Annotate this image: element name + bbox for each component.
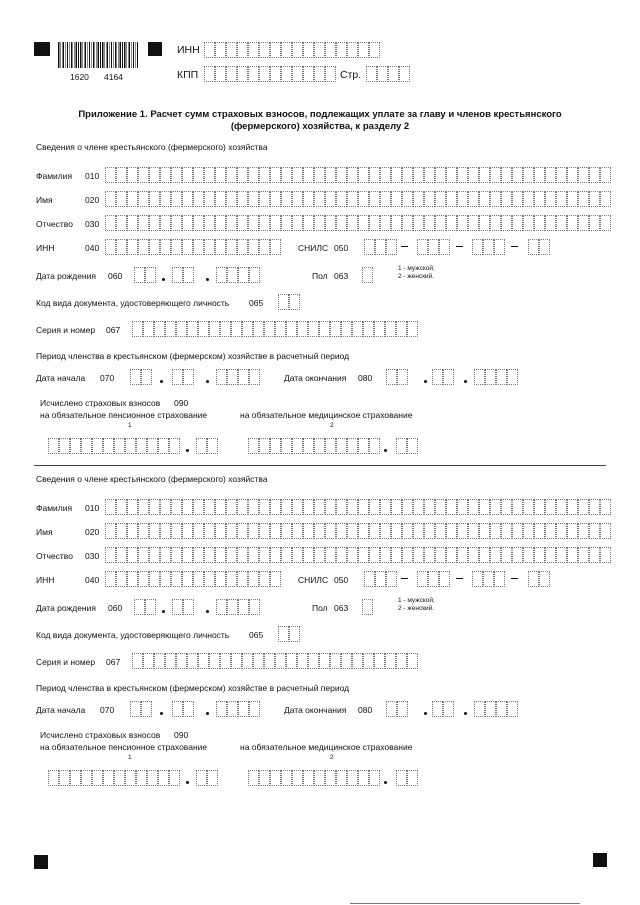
- name-label: Имя: [36, 527, 53, 537]
- pension-label: на обязательное пенсионное страхование: [40, 742, 208, 752]
- header-page-label: Стр.: [340, 69, 362, 81]
- birth-month-cells[interactable]: [172, 267, 194, 283]
- surname-label: Фамилия: [36, 171, 73, 181]
- corner-marker-top-right: [148, 42, 162, 56]
- doc-type-code: 065: [249, 298, 264, 308]
- section-heading: Сведения о члене крестьянского (фермерского) хозяйства: [36, 474, 268, 484]
- patronymic-cells[interactable]: [105, 215, 611, 231]
- snils-part2-cells[interactable]: [417, 239, 450, 255]
- birth-code: 060: [108, 603, 123, 613]
- name-code: 020: [85, 195, 100, 205]
- end-date-code: 080: [358, 705, 373, 715]
- patronymic-cells[interactable]: [105, 547, 611, 563]
- gender-cells[interactable]: [362, 267, 373, 283]
- birth-label: Дата рождения: [36, 271, 96, 281]
- end-month-cells[interactable]: [432, 369, 454, 385]
- gender-label: Пол: [312, 271, 328, 281]
- start-month-cells[interactable]: [172, 701, 194, 717]
- calculated-label: Исчислено страховых взносов: [40, 730, 161, 740]
- doc-type-cells[interactable]: [278, 626, 300, 642]
- pension-kopecks-cells[interactable]: [196, 438, 218, 454]
- gender-cells[interactable]: [362, 599, 373, 615]
- date-separator-dot: [424, 380, 427, 383]
- snils-label: СНИЛС: [298, 243, 329, 253]
- snils-part1-cells[interactable]: [364, 239, 397, 255]
- header-kpp-label: КПП: [177, 69, 199, 81]
- doc-type-code: 065: [249, 630, 264, 640]
- pension-amount-cells[interactable]: [48, 770, 180, 786]
- section-separator: [34, 465, 606, 466]
- gender-code: 063: [334, 271, 349, 281]
- gender-code: 063: [334, 603, 349, 613]
- patronymic-code: 030: [85, 551, 100, 561]
- name-cells[interactable]: [105, 523, 611, 539]
- gender-label: Пол: [312, 603, 328, 613]
- snils-part3-cells[interactable]: [472, 239, 505, 255]
- document-title-line2: (фермерского) хозяйства, к разделу 2: [230, 121, 410, 132]
- medical-amount-cells[interactable]: [248, 770, 380, 786]
- start-date-label: Дата начала: [36, 705, 86, 715]
- snils-part2-cells[interactable]: [417, 571, 450, 587]
- snils-separator-dash: [456, 246, 463, 247]
- medical-label: на обязательное медицинское страхование: [240, 742, 413, 752]
- header-inn-label: ИНН: [177, 44, 200, 56]
- pension-label: на обязательное пенсионное страхование: [40, 410, 208, 420]
- snils-code: 050: [334, 243, 349, 253]
- date-separator-dot: [424, 712, 427, 715]
- date-separator-dot: [464, 712, 467, 715]
- calculated-code: 090: [174, 730, 189, 740]
- member-section-2: [0, 474, 640, 804]
- end-month-cells[interactable]: [432, 701, 454, 717]
- pension-column-number: 1: [128, 754, 132, 761]
- snils-code: 050: [334, 575, 349, 585]
- start-year-cells[interactable]: [216, 701, 260, 717]
- period-heading: Период членства в крестьянском (фермерском) хозяйстве в расчетный период: [36, 351, 350, 361]
- surname-label: Фамилия: [36, 503, 73, 513]
- date-separator-dot: [206, 380, 209, 383]
- end-year-cells[interactable]: [474, 369, 518, 385]
- surname-code: 010: [85, 171, 100, 181]
- end-day-cells[interactable]: [386, 369, 408, 385]
- date-separator-dot: [162, 278, 165, 281]
- start-date-code: 070: [100, 705, 115, 715]
- date-separator-dot: [206, 610, 209, 613]
- start-day-cells[interactable]: [130, 701, 152, 717]
- patronymic-code: 030: [85, 219, 100, 229]
- snils-separator-dash: [401, 578, 408, 579]
- medical-amount-cells[interactable]: [248, 438, 380, 454]
- name-cells[interactable]: [105, 191, 611, 207]
- name-label: Имя: [36, 195, 53, 205]
- date-separator-dot: [162, 610, 165, 613]
- header-inn-cells[interactable]: [204, 42, 380, 58]
- snils-part1-cells[interactable]: [364, 571, 397, 587]
- series-cells[interactable]: [132, 653, 418, 669]
- inn-label: ИНН: [36, 575, 55, 585]
- snils-separator-dash: [401, 246, 408, 247]
- start-date-label: Дата начала: [36, 373, 86, 383]
- start-day-cells[interactable]: [130, 369, 152, 385]
- date-separator-dot: [160, 380, 163, 383]
- gender-option-female: 2 - женский.: [398, 605, 435, 612]
- series-cells[interactable]: [132, 321, 418, 337]
- medical-label: на обязательное медицинское страхование: [240, 410, 413, 420]
- series-code: 067: [106, 657, 121, 667]
- doc-type-label: Код вида документа, удостоверяющего личность: [36, 298, 230, 308]
- end-day-cells[interactable]: [386, 701, 408, 717]
- barcode-number-left: 1620: [70, 72, 89, 82]
- pension-column-number: 1: [128, 422, 132, 429]
- start-month-cells[interactable]: [172, 369, 194, 385]
- surname-cells[interactable]: [105, 167, 611, 183]
- document-title-line1: Приложение 1. Расчет сумм страховых взносов, подлежащих уплате за главу и членов крестьянского: [78, 109, 562, 120]
- corner-marker-top-left: [34, 42, 50, 56]
- date-separator-dot: [206, 278, 209, 281]
- inn-code: 040: [85, 575, 100, 585]
- date-separator-dot: [384, 449, 387, 452]
- snils-part3-cells[interactable]: [472, 571, 505, 587]
- header-page-cells[interactable]: [366, 66, 410, 82]
- start-year-cells[interactable]: [216, 369, 260, 385]
- inn-code: 040: [85, 243, 100, 253]
- birth-year-cells[interactable]: [216, 267, 260, 283]
- medical-kopecks-cells[interactable]: [396, 770, 418, 786]
- birth-label: Дата рождения: [36, 603, 96, 613]
- snils-separator-dash: [456, 578, 463, 579]
- snils-part4-cells[interactable]: [528, 571, 550, 587]
- doc-type-cells[interactable]: [278, 294, 300, 310]
- date-separator-dot: [464, 380, 467, 383]
- series-label: Серия и номер: [36, 325, 96, 335]
- series-label: Серия и номер: [36, 657, 96, 667]
- name-code: 020: [85, 527, 100, 537]
- snils-separator-dash: [511, 578, 518, 579]
- snils-label: СНИЛС: [298, 575, 329, 585]
- surname-code: 010: [85, 503, 100, 513]
- date-separator-dot: [186, 449, 189, 452]
- start-date-code: 070: [100, 373, 115, 383]
- gender-option-male: 1 - мужской;: [398, 265, 435, 272]
- birth-day-cells[interactable]: [134, 267, 156, 283]
- bottom-rule: [350, 903, 580, 904]
- end-date-label: Дата окончания: [284, 373, 347, 383]
- birth-code: 060: [108, 271, 123, 281]
- end-date-code: 080: [358, 373, 373, 383]
- end-date-label: Дата окончания: [284, 705, 347, 715]
- pension-kopecks-cells[interactable]: [196, 770, 218, 786]
- gender-option-female: 2 - женский.: [398, 273, 435, 280]
- corner-marker-bottom-left: [34, 855, 48, 869]
- end-year-cells[interactable]: [474, 701, 518, 717]
- barcode-number-right: 4164: [104, 72, 123, 82]
- period-heading: Период членства в крестьянском (фермерском) хозяйстве в расчетный период: [36, 683, 350, 693]
- gender-option-male: 1 - мужской;: [398, 597, 435, 604]
- series-code: 067: [106, 325, 121, 335]
- date-separator-dot: [206, 712, 209, 715]
- pension-amount-cells[interactable]: [48, 438, 180, 454]
- snils-separator-dash: [511, 246, 518, 247]
- medical-column-number: 2: [330, 754, 334, 761]
- snils-part4-cells[interactable]: [528, 239, 550, 255]
- section-heading: Сведения о члене крестьянского (фермерского) хозяйства: [36, 142, 268, 152]
- date-separator-dot: [186, 781, 189, 784]
- medical-kopecks-cells[interactable]: [396, 438, 418, 454]
- date-separator-dot: [384, 781, 387, 784]
- birth-day-cells[interactable]: [134, 599, 156, 615]
- member-section-1: [0, 142, 640, 472]
- birth-month-cells[interactable]: [172, 599, 194, 615]
- calculated-code: 090: [174, 398, 189, 408]
- inn-cells[interactable]: [105, 571, 281, 587]
- header-kpp-cells[interactable]: [204, 66, 336, 82]
- surname-cells[interactable]: [105, 499, 611, 515]
- patronymic-label: Отчество: [36, 551, 73, 561]
- medical-column-number: 2: [330, 422, 334, 429]
- date-separator-dot: [160, 712, 163, 715]
- inn-label: ИНН: [36, 243, 55, 253]
- patronymic-label: Отчество: [36, 219, 73, 229]
- calculated-label: Исчислено страховых взносов: [40, 398, 161, 408]
- barcode: [58, 42, 138, 68]
- doc-type-label: Код вида документа, удостоверяющего личность: [36, 630, 230, 640]
- corner-marker-bottom-right: [593, 853, 607, 867]
- birth-year-cells[interactable]: [216, 599, 260, 615]
- inn-cells[interactable]: [105, 239, 281, 255]
